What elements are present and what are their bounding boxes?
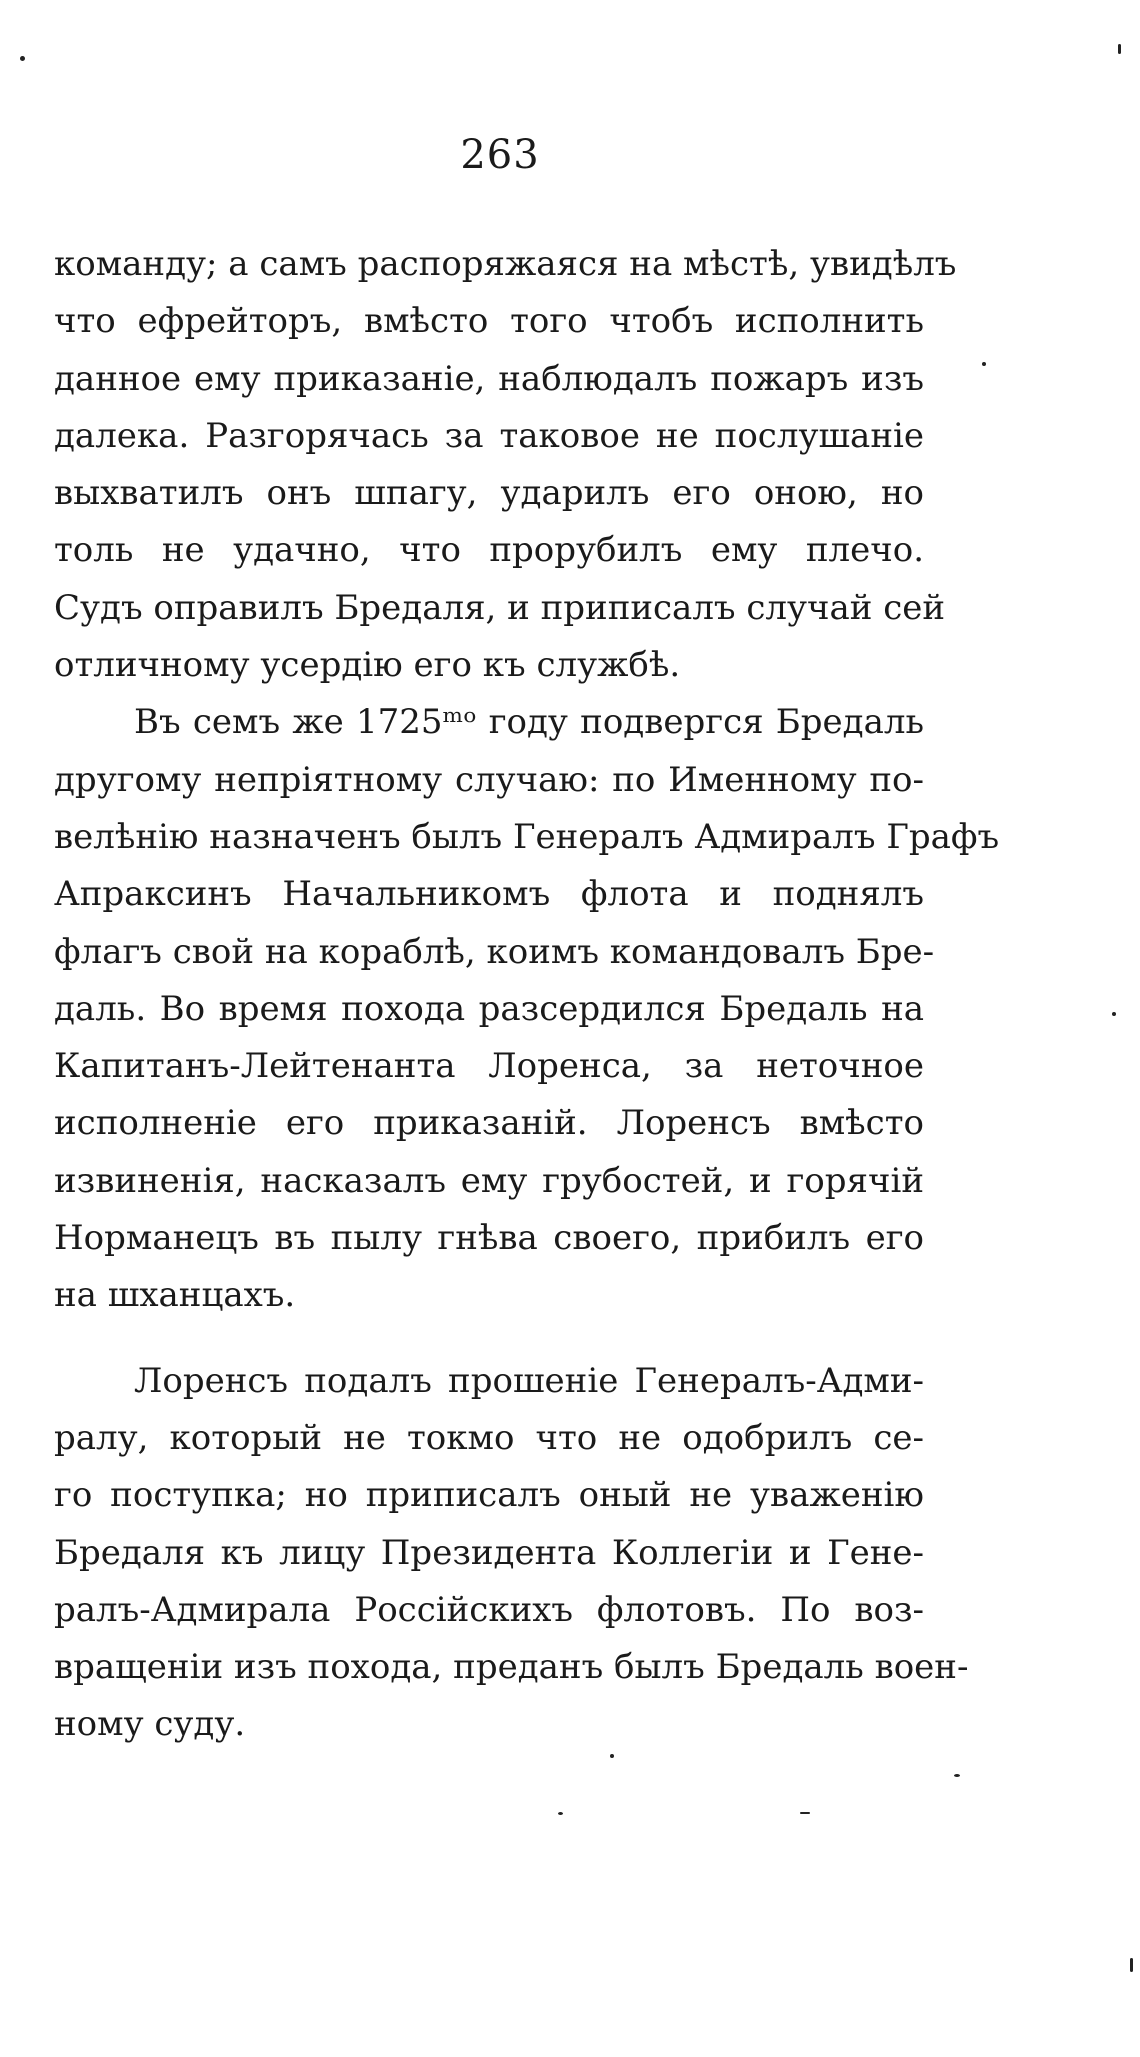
text-line: Капитанъ-Лейтенанта Лоренса, за неточное	[54, 1046, 924, 1087]
paragraph-spacer	[54, 1325, 924, 1353]
text-line: ралъ-Адмирала Россійскихъ флотовъ. По воз-	[54, 1589, 924, 1630]
scan-speck	[1118, 44, 1121, 54]
text-line: Въ семъ же 1725ᵐᵒ году подвергся Бредаль	[134, 702, 924, 743]
text-line: что ефрейторъ, вмѣсто того чтобъ исполнить	[54, 301, 924, 342]
text-line: данное ему приказаніе, наблюдалъ пожаръ изъ	[54, 358, 924, 399]
text-line: на шханцахъ.	[54, 1275, 296, 1316]
paragraph-1	[54, 236, 957, 694]
scan-speck	[982, 362, 986, 366]
text-line: даль. Во время похода разсердился Бредаль на	[54, 988, 924, 1029]
scan-speck	[558, 1812, 563, 1815]
scan-speck	[610, 1754, 614, 1758]
text-line: ралу, который не токмо что не одобрилъ се-	[54, 1417, 924, 1458]
paragraph-2	[54, 694, 1000, 1324]
text-line: исполненіе его приказаній. Лоренсъ вмѣсто	[54, 1103, 924, 1144]
text-line: вращеніи изъ похода, преданъ былъ Бредаль воен-	[54, 1647, 969, 1688]
text-line: команду; а самъ распоряжаяся на мѣстѣ, увидѣлъ	[54, 244, 957, 284]
text-line: Норманецъ въ пылу гнѣва своего, прибилъ его	[54, 1218, 924, 1259]
scan-speck	[954, 1774, 960, 1777]
text-line: Судъ оправилъ Бредаля, и приписалъ случай сей	[54, 587, 946, 628]
scan-speck	[800, 1812, 810, 1814]
paragraph-3	[54, 1353, 969, 1754]
text-line: отличному усердію его къ службѣ.	[54, 645, 681, 686]
scan-speck	[1112, 1012, 1116, 1016]
text-line: выхватилъ онъ шпагу, ударилъ его оною, но	[54, 473, 924, 514]
text-line: го поступка; но приписалъ оный не уваженію	[54, 1475, 924, 1516]
scan-speck	[1130, 1958, 1133, 1972]
text-line: далека. Разгорячась за таковое не послушаніе	[54, 415, 924, 456]
page-number: 263	[460, 132, 540, 178]
text-line: флагъ свой на кораблѣ, коимъ командовалъ Бре-	[54, 931, 935, 972]
text-line: толь не удачно, что прорубилъ ему плечо.	[54, 530, 924, 571]
text-line: ному суду.	[54, 1704, 246, 1745]
text-line: Бредаля къ лицу Президента Коллегіи и Гене-	[54, 1532, 924, 1573]
scan-speck	[20, 56, 25, 61]
text-line: извиненія, насказалъ ему грубостей, и горячій	[54, 1160, 924, 1201]
text-line: велѣнію назначенъ былъ Генералъ Адмиралъ Графъ	[54, 816, 1000, 857]
text-line: Апраксинъ Начальникомъ флота и поднялъ	[54, 874, 924, 915]
body-text	[54, 236, 1000, 1754]
text-line: другому непріятному случаю: по Именному по-	[54, 759, 924, 800]
text-line: Лоренсъ подалъ прошеніе Генералъ-Адми-	[134, 1360, 924, 1401]
